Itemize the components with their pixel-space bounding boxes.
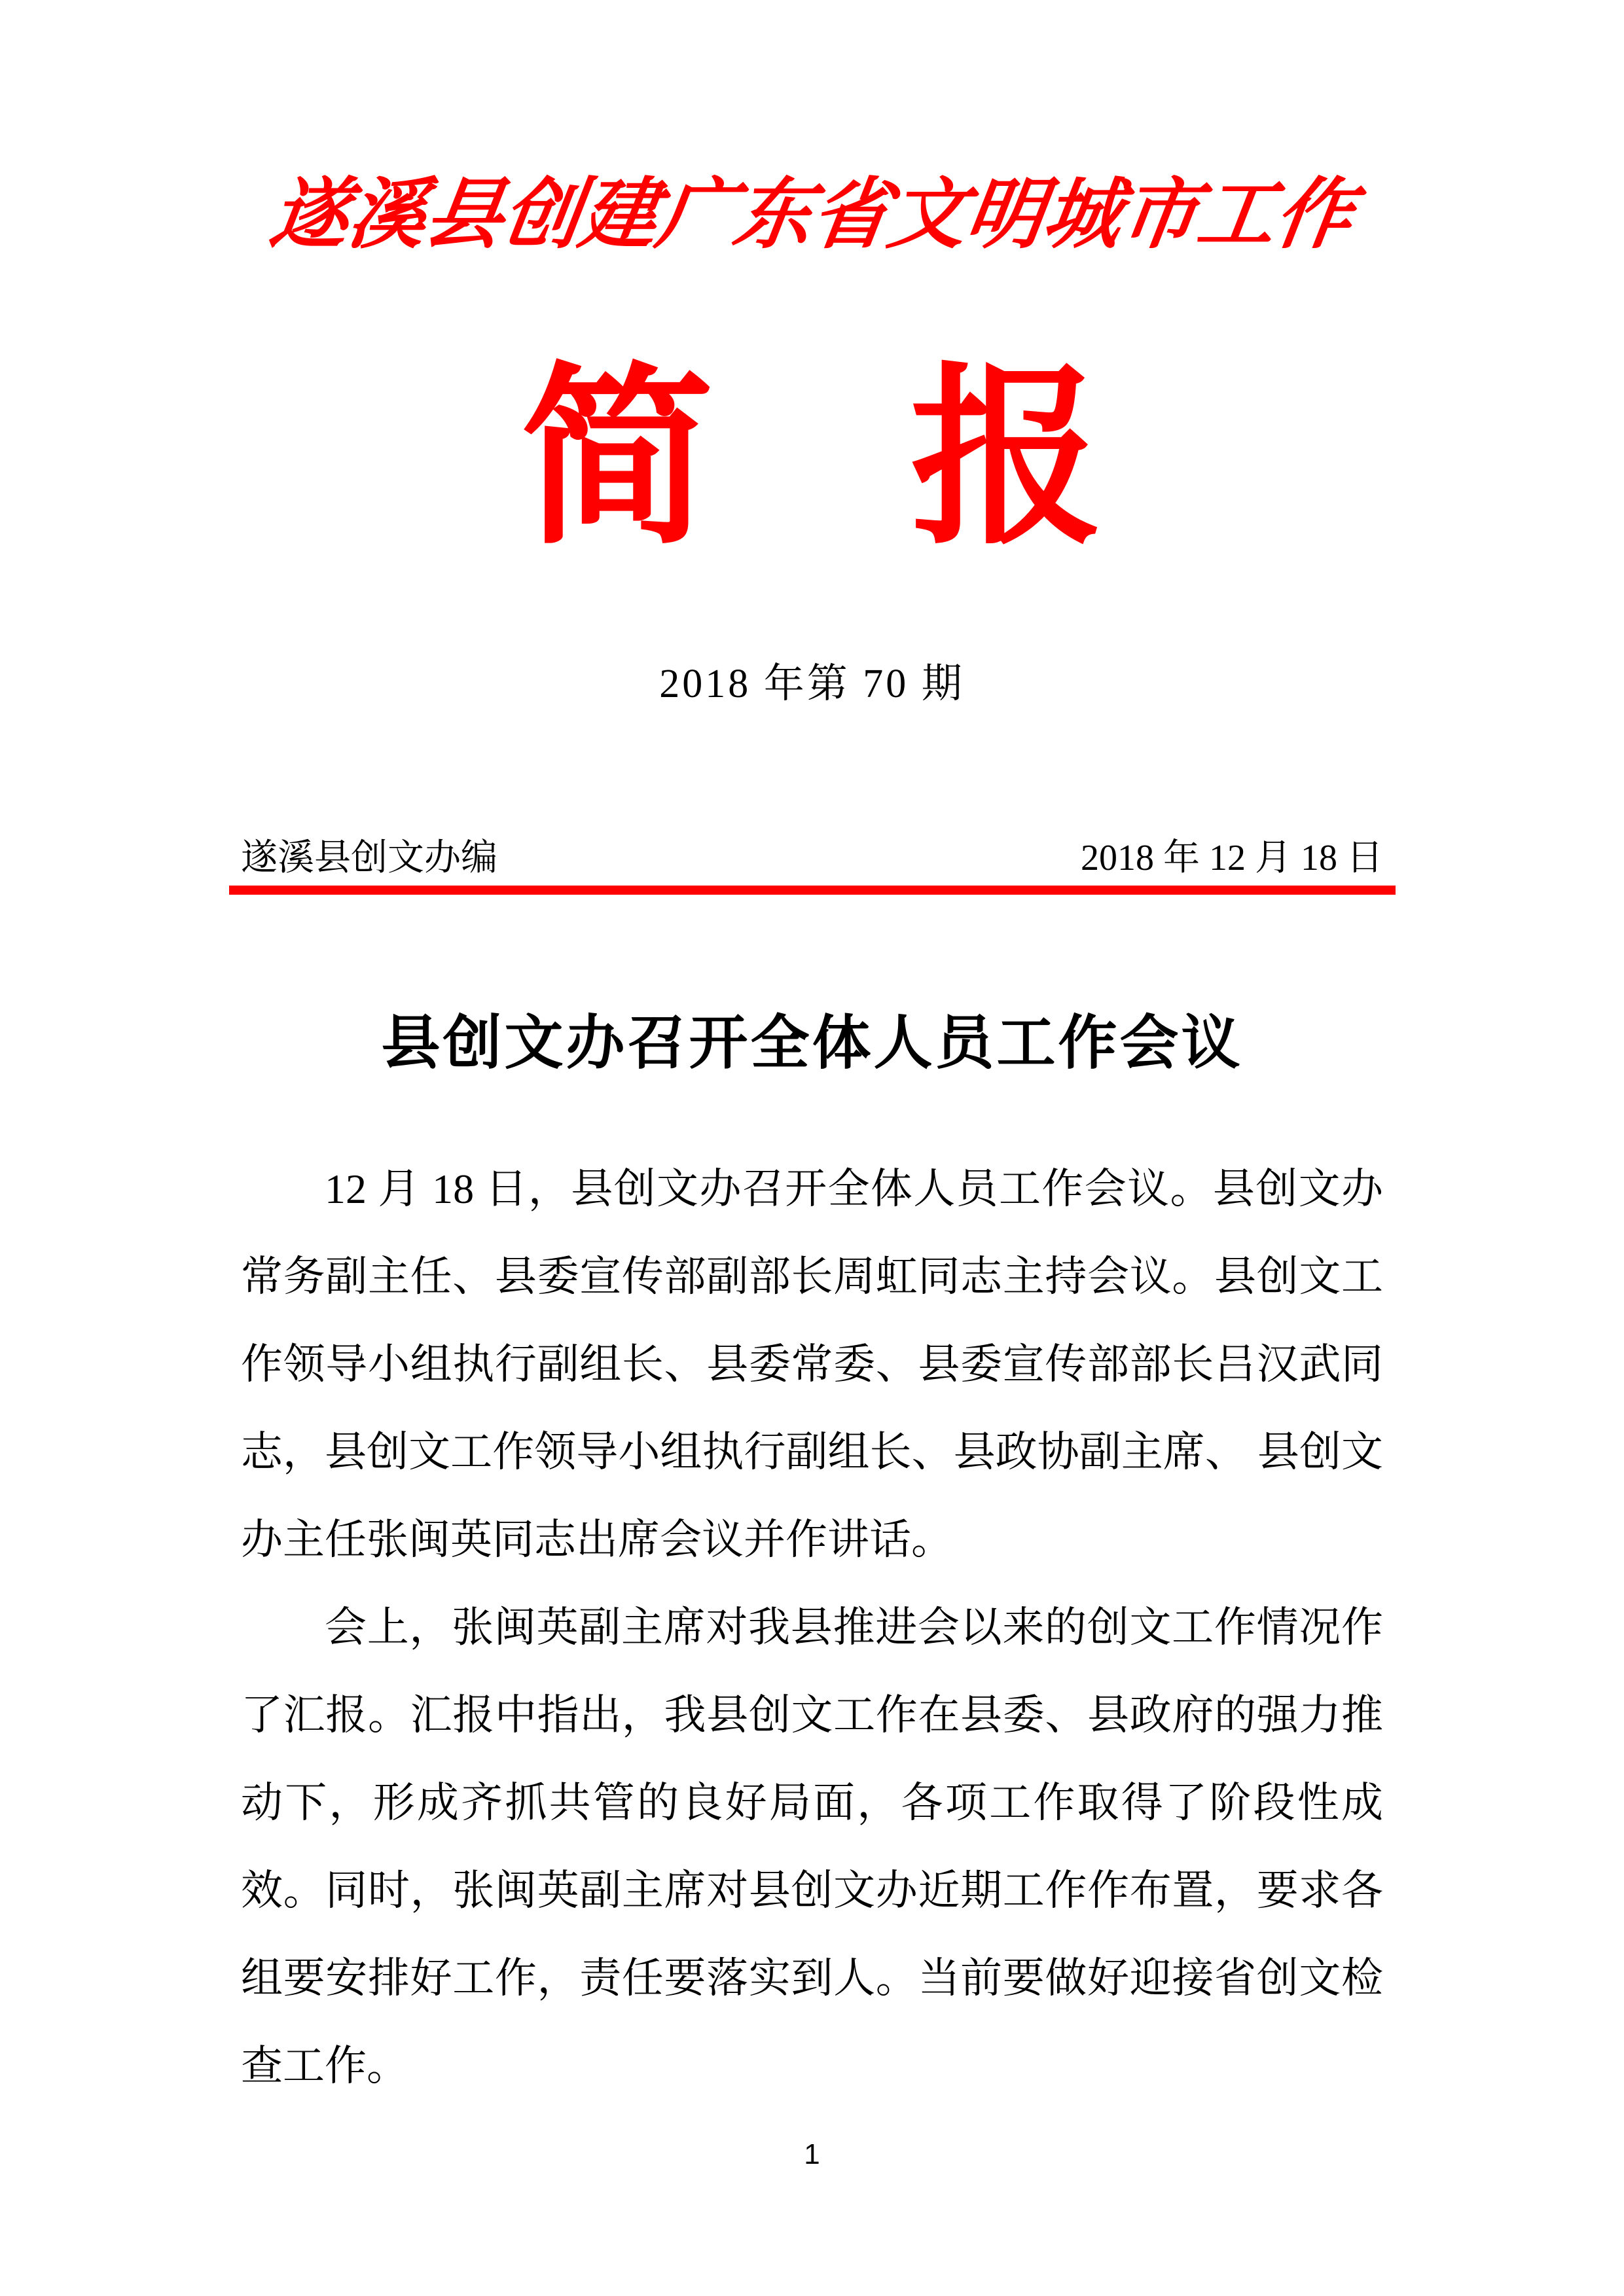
bulletin-name xyxy=(0,349,1624,571)
article-title: 县创文办召开全体人员工作会议 xyxy=(381,1011,1243,1077)
body-paragraph: 12 月 18 日，县创文办召开全体人员工作会议。县创文办常务副主任、县委宣传部副部长周虹同志主持会议。县创文工作领导小组执行副组长、县委常委、县委宣传部部长吕汉武同志，县创文工作领导小组执行副组长、县政协副主席、 县创文办主任张闽英同志出席会议并作讲话。 xyxy=(241,1166,1383,1564)
masthead-title: 遂溪县创建广东省文明城市工作 xyxy=(265,172,1359,258)
bulletin-char-jian: 简 xyxy=(520,353,714,567)
issue-date: 2018 年 12 月 18 日 xyxy=(1081,838,1383,879)
article-body xyxy=(241,1145,1383,2110)
issue-number: 2018 年第 70 期 xyxy=(659,661,965,706)
body-paragraph: 会上，张闽英副主席对我县推进会以来的创文工作情况作了汇报。汇报中指出，我县创文工作在县委、县政府的强力推动下，形成齐抓共管的良好局面，各项工作取得了阶段性成效。同时，张闽英副主席对县创文办近期工作作布置，要求各组要安排好工作，责任要落实到人。当前要做好迎接省创文检查工作。 xyxy=(241,1604,1383,2090)
bulletin-char-bao: 报 xyxy=(910,353,1104,567)
editor-label: 遂溪县创文办编 xyxy=(241,838,497,879)
meta-row xyxy=(241,836,1383,880)
page-number: 1 xyxy=(804,2138,820,2171)
red-divider xyxy=(229,886,1396,895)
